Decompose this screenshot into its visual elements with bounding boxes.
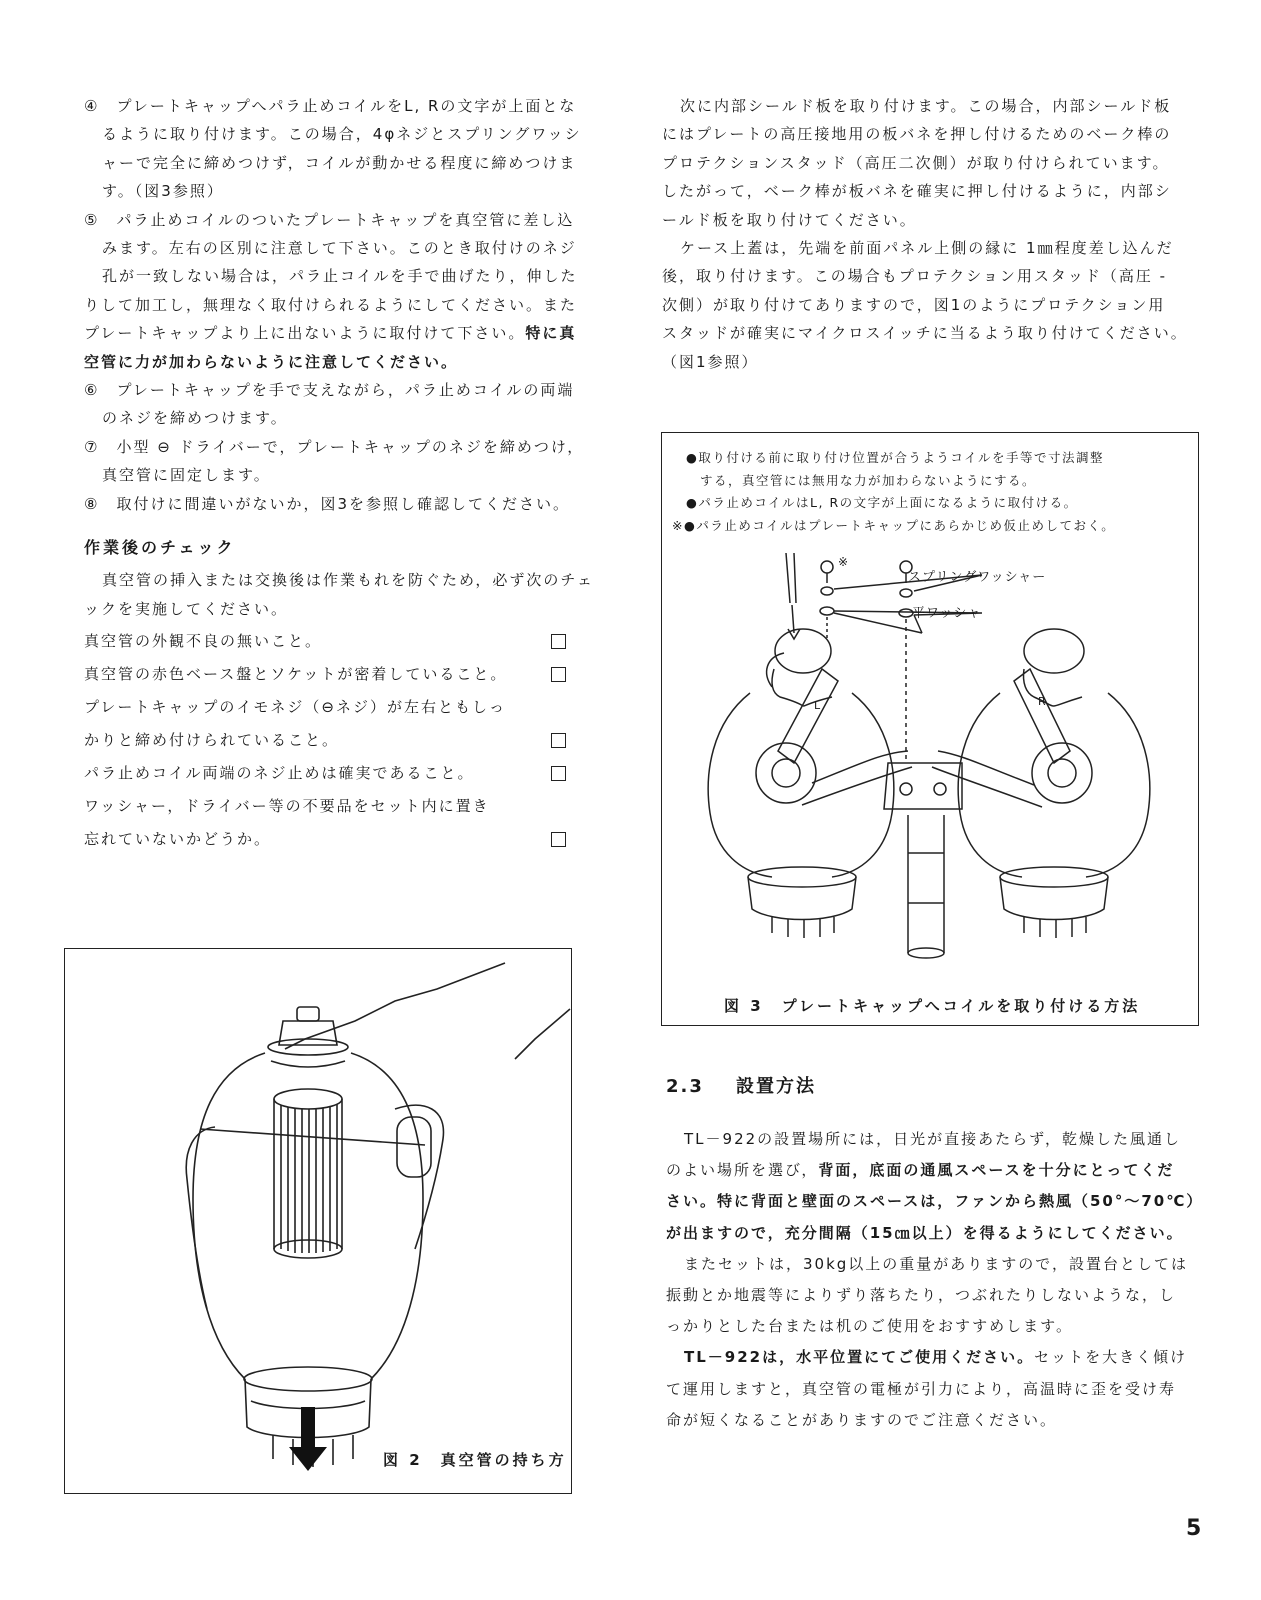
step-7 <box>84 433 604 490</box>
section-heading <box>666 1072 816 1098</box>
checklist-item: かりと締め付けられていること。 <box>84 724 604 757</box>
step-8 <box>84 490 604 518</box>
text-line: ールド板を取り付けてください。 <box>662 210 917 229</box>
check-intro: ックを実施してください。 <box>84 599 289 618</box>
label-coil-l: L <box>814 699 824 712</box>
check-intro: 真空管の挿入または交換後は作業もれを防ぐため，必ず次のチェ <box>102 571 594 590</box>
text-line: っかりとした台または机のご使用をおすすめします。 <box>666 1317 1073 1336</box>
section-body <box>666 1124 1204 1436</box>
checklist-item: 真空管の外観不良の無いこと。 <box>84 625 604 658</box>
section-title: 設置方法 <box>736 1076 816 1097</box>
note-line: ※●パラ止めコイルはプレートキャップにあらかじめ仮止めしておく。 <box>672 517 1116 533</box>
text-line: ⑦ 小型 ⊖ ドライバーで，プレートキャップのネジを締めつけ， <box>84 437 585 456</box>
text-line: 次に内部シールド板を取り付けます。この場合，内部シールド板 <box>680 97 1172 115</box>
page-number: 5 <box>1186 1516 1202 1541</box>
text-line: ⑤ パラ止めコイルのついたプレートキャップを真空管に差し込 <box>84 210 575 229</box>
text-line: て運用しますと，真空管の電極が引力により，高温時に歪を受け寿 <box>666 1379 1177 1398</box>
text-line: プレートキャップより上に出ないように取付けて下さい。特に真 <box>84 324 577 343</box>
text-line: ⑥ プレートキャップを手で支えながら，パラ止めコイルの両端 <box>84 381 575 400</box>
checklist <box>84 625 604 856</box>
text-line: 振動とか地震等によりずり落ちたり，つぶれたりしないような，し <box>666 1286 1177 1305</box>
checkbox <box>551 733 566 748</box>
text-line: るように取り付けます。この場合，4φネジとスプリングワッシ <box>102 125 582 144</box>
text-line: スタッドが確実にマイクロスイッチに当るよう取り付けてください。 <box>662 324 1188 343</box>
check-heading: 作業後のチェック <box>84 538 236 558</box>
text-line: 空管に力が加わらないように注意してください。 <box>84 352 459 371</box>
left-column <box>84 92 604 856</box>
section-number: 2.3 <box>666 1076 704 1097</box>
text-line: す。（図3参照） <box>102 182 224 201</box>
note-line: する，真空管には無用な力が加わらないようにする。 <box>686 472 1037 488</box>
step-5 <box>84 206 604 376</box>
checklist-item: 真空管の赤色ベース盤とソケットが密着していること。 <box>84 658 604 691</box>
figure-2-caption: 図 2 真空管の持ち方 <box>383 1451 567 1469</box>
checklist-item: 忘れていないかどうか。 <box>84 823 604 856</box>
checkbox <box>551 667 566 682</box>
text-line: が出ますので，充分間隔（15㎝以上）を得るようにしてください。 <box>666 1223 1184 1242</box>
text-line: したがって，ベーク棒が板バネを確実に押し付けるように，内部シ <box>662 182 1172 201</box>
right-column <box>662 92 1200 376</box>
checklist-item: プレートキャップのイモネジ（⊖ネジ）が左右ともしっ <box>84 697 506 716</box>
step-6 <box>84 376 604 433</box>
text-line: にはプレートの高圧接地用の板バネを押し付けるためのベーク棒の <box>662 125 1172 144</box>
text-line: 真空管に固定します。 <box>102 466 271 485</box>
step-4 <box>84 92 604 206</box>
label-coil-r: R <box>1038 695 1049 708</box>
text-line: のよい場所を選び，背面，底面の通風スペースを十分にとってくだ <box>666 1161 1175 1180</box>
label-flat-washer: 平ワッシャ <box>912 606 982 621</box>
text-line: またセットは，30kg以上の重量がありますので，設置台としては <box>684 1254 1188 1273</box>
text-line: りして加工し，無理なく取付けられるようにしてください。また <box>84 295 578 314</box>
text-line: さい。特に背面と壁面のスペースは，ファンから熱風（50°～70℃） <box>666 1192 1204 1211</box>
text-line: （図1参照） <box>662 352 759 371</box>
text-line: ④ プレートキャップへパラ止めコイルをL, Rの文字が上面とな <box>84 97 577 115</box>
text-line: TL－922の設置場所には，日光が直接あたらず，乾燥した風通し <box>684 1130 1181 1148</box>
checklist-item: パラ止めコイル両端のネジ止めは確実であること。 <box>84 757 604 790</box>
figure-2 <box>64 948 572 1494</box>
label-note-mark: ※ <box>838 555 852 569</box>
text-line: のネジを締めつけます。 <box>102 409 288 428</box>
text-line: 孔が一致しない場合は，パラ止コイルを手で曲げたり，伸した <box>102 267 578 286</box>
text-line: ャーで完全に締めつけず，コイルが動かせる程度に締めつけま <box>102 153 577 172</box>
checkbox <box>551 634 566 649</box>
figure-3-caption: 図 3 プレートキャップへコイルを取り付ける方法 <box>724 997 1141 1015</box>
note-line: ●パラ止めコイルはL, Rの文字が上面になるように取付ける。 <box>686 495 1078 510</box>
figure-3 <box>661 432 1199 1026</box>
coil-mounting-illustration <box>662 433 1198 993</box>
text-line: 次側）が取り付けてありますので，図1のようにプロテクション用 <box>662 295 1166 314</box>
text-line: ケース上蓋は，先端を前面パネル上側の縁に 1㎜程度差し込んだ <box>680 239 1174 258</box>
checkbox <box>551 766 566 781</box>
text-line: プロテクションスタッド（高圧二次側）が取り付けられています。 <box>662 153 1170 172</box>
text-line: TL－922は，水平位置にてご使用ください。セットを大きく傾け <box>684 1348 1188 1367</box>
text-line: 後，取り付けます。この場合もプロテクション用スタッド（高圧 - <box>662 267 1168 286</box>
checklist-item: ワッシャー，ドライバー等の不要品をセット内に置き <box>84 796 490 815</box>
text-line: ⑧ 取付けに間違いがないか，図3を参照し確認してください。 <box>84 494 570 513</box>
note-line: ●取り付ける前に取り付け位置が合うようコイルを手等で寸法調整 <box>686 450 1105 465</box>
label-spring-washer: スプリングワッシャー <box>908 570 1047 585</box>
tube-in-hand-illustration <box>65 949 571 1493</box>
checkbox <box>551 832 566 847</box>
text-line: 命が短くなることがありますのでご注意ください。 <box>666 1410 1058 1429</box>
text-line: みます。左右の区別に注意して下さい。このとき取付けのネジ <box>102 239 577 258</box>
